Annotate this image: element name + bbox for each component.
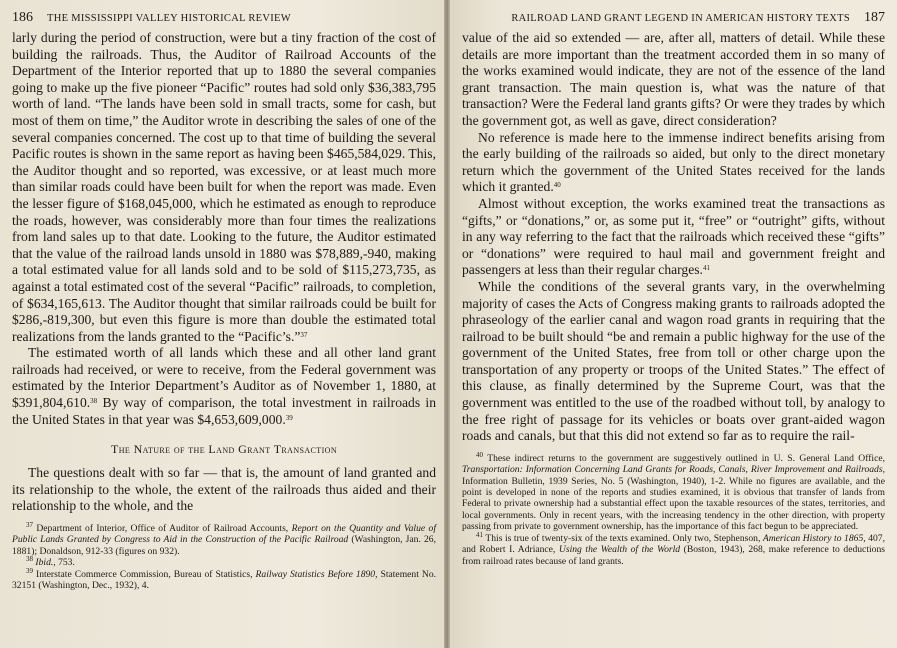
left-paragraph-3: The questions dealt with so far — that is, the amount of land granted and its relationship to the whole, the extent of the railroads thus aided and their relationship to the whole, and the xyxy=(12,465,436,514)
left-body xyxy=(12,30,436,428)
footnote-37: $^{37}$ Department of Interior, Office of Auditor of Railroad Accounts, Report on the Quantity and Value of Public Lands Granted by Congress to Aid in the Construction of the Pacific Railroad (Washington, Jan. 26, 1881); Donaldson, 912-33 (figures on 932). xyxy=(12,521,436,557)
footnote-ref-40[interactable]: 40 xyxy=(553,181,561,190)
section-heading: The Nature of the Land Grant Transaction xyxy=(111,442,337,457)
footnote-ref-41[interactable]: 41 xyxy=(702,264,710,273)
footnote-ref-38[interactable]: 38 xyxy=(90,397,98,406)
right-paragraph-3: Almost without exception, the works examined treat the transactions as “gifts,” or “donations,” or, as some put it, “free” or “outright” gifts, without in any way referring to the fact that the railroads which received these “gifts” or “donations” were required to haul mail and government freight and passengers at less than their regular charges.$^{41}$ xyxy=(462,195,885,278)
footnote-ref-39[interactable]: 39 xyxy=(285,413,293,422)
left-section-body xyxy=(12,465,436,515)
left-page xyxy=(0,0,446,648)
right-body xyxy=(462,30,885,445)
right-running-title: RAILROAD LAND GRANT LEGEND IN AMERICAN HISTORY TEXTS xyxy=(511,13,850,24)
right-page-number: 187 xyxy=(864,10,885,25)
left-running-head xyxy=(12,6,436,30)
footnote-ref-37[interactable]: 37 xyxy=(300,330,308,339)
left-paragraph-2: The estimated worth of all lands which these and all other land grant railroads had received, or were to receive, from the Federal government was estimated by the Interior Department’s Auditor as of November 1, 1880, at $391,804,610.38 By way of comparison, the total investment in railroads in the United States in that year was $4,653,609,000.39 xyxy=(12,345,436,427)
right-running-head xyxy=(462,6,885,30)
footnote-39: $^{39}$ Interstate Commerce Commission, Bureau of Statistics, Railway Statistics Before 1890, Statement No. 32151 (Washington, Dec., 1932), 4. xyxy=(12,566,437,592)
footnote-38: $^{38}$ Ibid., 753. xyxy=(26,555,75,569)
right-paragraph-4: While the conditions of the several grants vary, in the overwhelming majority of cases the Acts of Congress making grants to railroads adopted the phraseology of the earlier canal and wagon road grants in requiring that the railroad to be built should “be and remain a public highway for the use of the government of the United States, free from toll or other charge upon the transportation of any property or troops of the United States.” The effect of this clause, as finally determined by the Supreme Court, was that the government was entitled to the use of the roadbed without toll, by analogy to the free right of passage for its vehicles or boats over grant-aided wagon roads and canals, but that this did not extend so far as to require the rail- xyxy=(462,278,885,444)
left-paragraph-1: larly during the period of construction, were but a tiny fraction of the cost of building the railroads. Thus, the Auditor of Railroad Accounts of the Department of the Interior reported that up to 1880 the several companies going to make up the five pioneer “Pacific” routes had sold only $36,383,795 worth of land. “The lands have been sold in small tracts, some for cash, but most of them on time,” the Auditor wrote in describing the sales of one of the several companies concerned. The cost up to that time of building the several Pacific routes is shown in the same report as having been $465,584,029. This, the Auditor thought and so reported, was excessive, or at least much more than similar roads could have been built for when the report was made. Even the lesser figure of $168,045,000, which he estimated as enough to reproduce the roads, however, was considerably more than four times the realizations from land sales up to that date. Looking to the future, the Auditor estimated that the value of the railroad lands unsold in 1880 was $78,889,-940, making a total estimated value for all lands sold and to be sold of $115,273,735, as against a total estimated cost of the several “Pacific” railroads, to completion, of $634,165,613. The Auditor thought that similar railroads could be built for $286,-819,300, but even this figure is more than double the estimated total realizations from the lands granted to the “Pacific’s.”$^{37}$ xyxy=(12,30,436,344)
book-gutter xyxy=(444,0,450,648)
left-page-number: 186 xyxy=(12,10,33,25)
right-paragraph-1: value of the aid so extended — are, after all, matters of detail. While these details are more important than the treatment accorded them in so many of the works examined would indicate, they are not of the essence of the land grant transaction. The main question is, what was the nature of that transaction? Were the Federal land grants gifts? Or were they trades by which the government got, as well as gave, direct consideration? xyxy=(462,30,885,128)
right-footnotes xyxy=(462,450,885,567)
left-running-title: THE MISSISSIPPI VALLEY HISTORICAL REVIEW xyxy=(47,13,291,24)
left-footnotes xyxy=(12,523,436,591)
footnote-41: $^{41}$ This is true of twenty-six of the texts examined. Only two, Stephenson, American History to 1865, 407, and Robert I. Adriance, Using the Wealth of the World (Boston, 1943), 268, make reference to deductions from railroad rates because of land grants. xyxy=(462,530,885,567)
footnote-40: $^{40}$ These indirect returns to the government are suggestively outlined in U. S. General Land Office, Transportation: Information Concerning Land Grants for Roads, Canals, River Improvement and Railroads, Information Bulletin, 1939 Series, No. 5 (Washington, 1940), 1-2. While no figures are available, and the point is developed in none of the reports and studies examined, it is obvious that transfer of lands from Federal to private ownership had a substantial effect upon the taxable resources of the states, territories, and local governments. Only in recent years, with the increasing tendency in the other direction, with property passing from private to government ownership, has the importance of this fact begun to be appreciated. xyxy=(462,450,885,533)
right-page xyxy=(446,0,897,648)
right-paragraph-2: No reference is made here to the immense indirect benefits arising from the early building of the railroads so aided, but only to the direct monetary return which the government of the United States received for the lands which it granted.$^{40}$ xyxy=(462,129,885,195)
